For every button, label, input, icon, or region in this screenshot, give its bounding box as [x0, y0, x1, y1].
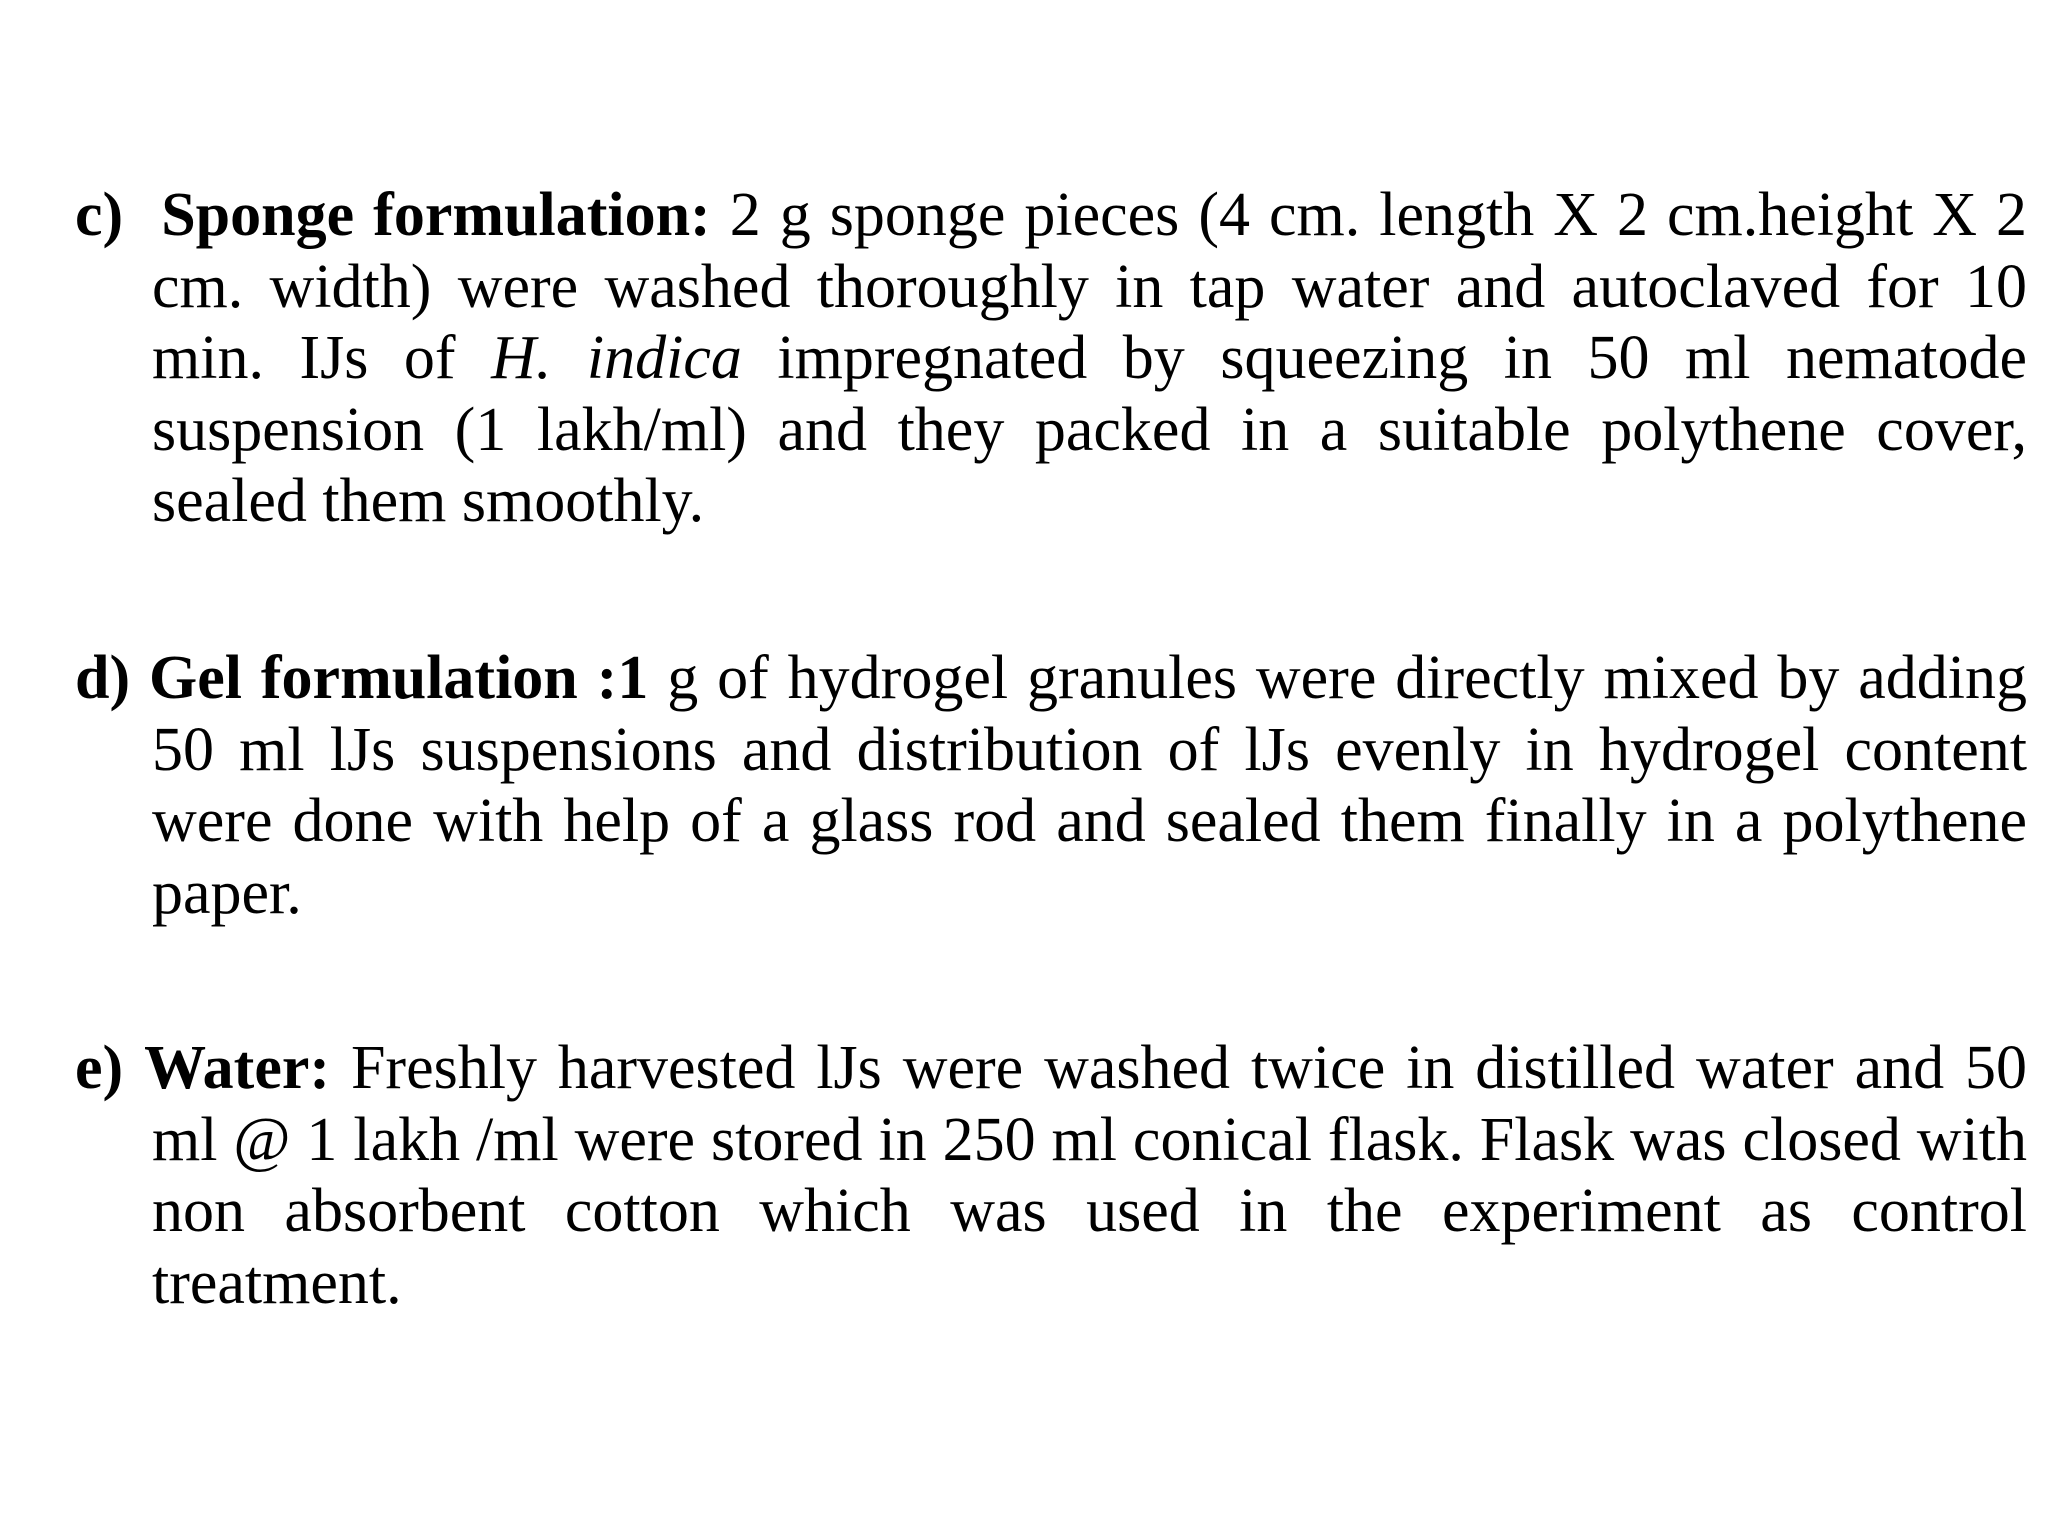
item-marker: c) — [75, 181, 124, 249]
item-text: g of hydrogel granules were directly mixed by adding 50 ml lJs suspensions and distribution of lJs evenly in hydrogel content were done with help of a glass rod and sealed them finally in a polythene paper. — [152, 644, 2028, 927]
item-marker: d) — [75, 644, 131, 712]
item-text: Freshly harvested lJs were washed twice in distilled water and 50 ml @ 1 lakh /ml were stored in 250 ml conical flask. Flask was closed with non absorbent cotton which was used in the experiment as control treatment. — [152, 1034, 2028, 1317]
item-heading: Gel formulation :1 — [149, 644, 649, 712]
item-marker: e) — [75, 1034, 124, 1102]
paragraph-gel-formulation — [75, 643, 2027, 929]
item-heading: Water: — [144, 1034, 331, 1102]
item-heading: Sponge formulation: — [161, 181, 711, 249]
item-text-continued: impregnated by squeezing in 50 ml nematode suspension (1 lakh/ml) and they packed in a suitable polythene cover, sealed them smoothly. — [152, 324, 2028, 535]
item-text: 2 g sponge pieces (4 cm. length X 2 cm.height X 2 cm. width) were washed thoroughly in tap water and autoclaved for 10 min. IJs of — [152, 181, 2028, 392]
paragraph-water — [75, 1033, 2027, 1319]
species-name: H. indica — [491, 324, 742, 392]
paragraph-sponge-formulation — [75, 180, 2027, 538]
